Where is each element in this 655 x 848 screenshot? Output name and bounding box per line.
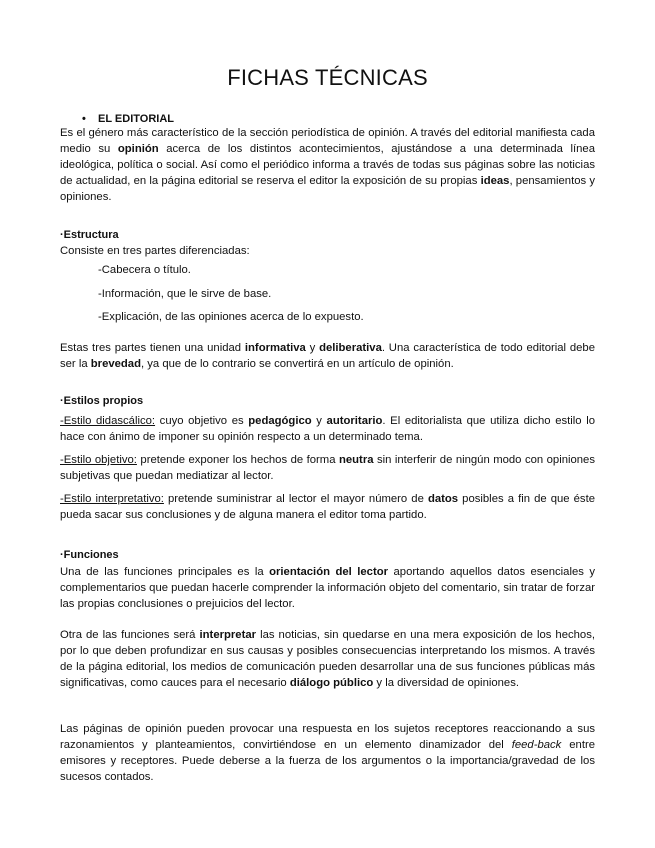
- funciones-paragraph-2: [60, 627, 595, 691]
- italic-span: feed-back: [511, 739, 562, 751]
- bullet-icon: •: [82, 113, 86, 125]
- text-span: Es el género más característico de la sección periodística de opinión. A través del editorial manifiesta cada medio su: [60, 127, 595, 155]
- text-span: Otra de las funciones será: [60, 629, 200, 641]
- text-span: entre emisores y receptores. Puede deberse a la fuerza de los argumentos o la importancia/gravedad de los sucesos contados.: [60, 739, 595, 783]
- text-span: acerca de los distintos acontecimientos, ajustándose a una determinada línea ideológica, política o social. Así como el periódico informa a través de todas sus páginas sobre las noticias de actualidad, en la página editorial se reserva el editor la exposición de su propias: [60, 143, 595, 187]
- text-span: Una de las funciones principales es la: [60, 566, 270, 578]
- underlined-label: -Estilo didascálico:: [60, 415, 156, 427]
- estilo-interpretativo: [60, 491, 595, 523]
- underlined-label: -Estilo interpretativo:: [60, 493, 164, 505]
- text-span: , pensamientos y opiniones.: [60, 175, 595, 203]
- text-span: y: [311, 415, 327, 427]
- bold-span: datos: [427, 493, 459, 505]
- bold-span: orientación del lector: [269, 566, 389, 578]
- text-span: . Una característica de todo editorial debe ser la: [60, 342, 595, 370]
- text-span: . El editorialista que utiliza dicho estilo lo hace con ánimo de imponer su opinión respecto a un determinado tema.: [60, 415, 595, 443]
- bold-span: neutra: [338, 454, 374, 466]
- page-title: FICHAS TÉCNICAS: [227, 65, 428, 90]
- estilo-didascalico: [60, 413, 595, 445]
- estilos-heading: ·Estilos propios: [60, 395, 144, 407]
- text-span: , ya que de lo contrario se convertirá en un artículo de opinión.: [141, 358, 454, 370]
- estructura-heading: ·Estructura: [60, 229, 119, 241]
- text-span: posibles a fin de que éste pueda sacar sus conclusiones y de alguna manera el editor toma partido.: [60, 493, 596, 521]
- estructura-paragraph: [60, 340, 595, 372]
- bold-span: opinión: [117, 143, 159, 155]
- bold-span: interpretar: [199, 629, 257, 641]
- bold-span: autoritario: [326, 415, 383, 427]
- funciones-paragraph-3: [60, 721, 595, 785]
- bold-span: informativa: [244, 342, 306, 354]
- estructura-intro: Consiste en tres partes diferenciadas:: [60, 245, 250, 257]
- text-span: Las páginas de opinión pueden provocar una respuesta en los sujetos receptores reaccionando a sus razonamientos y planteamientos, convirtiéndose en un elemento dinamizador del: [60, 723, 595, 751]
- text-span: aportando aquellos datos esenciales y complementarios que puedan hacerle comprender la información objeto del comentario, sin tratar de forzar las propias conclusiones o prejuicios del lector.: [60, 566, 596, 610]
- bold-span: deliberativa: [319, 342, 382, 354]
- bold-span: brevedad: [90, 358, 141, 370]
- funciones-heading: ·Funciones: [60, 549, 119, 561]
- underlined-label: -Estilo objetivo:: [60, 454, 137, 466]
- bold-span: diálogo público: [289, 677, 374, 689]
- bold-span: pedagógico: [248, 415, 312, 427]
- text-span: Estas tres partes tienen una unidad: [60, 342, 245, 354]
- estructura-item: -Explicación, de las opiniones acerca de lo expuesto.: [98, 311, 364, 323]
- editorial-paragraph: [60, 125, 595, 205]
- funciones-paragraph-1: [60, 564, 595, 612]
- estructura-item: -Información, que le sirve de base.: [98, 288, 272, 300]
- estilo-objetivo: [60, 452, 595, 484]
- text-span: las noticias, sin quedarse en una mera exposición de los hechos, por lo que deben profundizar en sus causas y posibles consecuencias interpretando los mismos. A través de la página editorial, los medios de comunicación pueden desarrollar una de sus funciones públicas más significativas, como cauces para el necesario: [60, 629, 595, 689]
- text-span: pretende suministrar al lector el mayor número de: [163, 493, 428, 505]
- text-span: y la diversidad de opiniones.: [373, 677, 519, 689]
- text-span: pretende exponer los hechos de forma: [136, 454, 339, 466]
- text-span: sin interferir de ningún modo con opiniones subjetivas que puedan mediatizar al lector.: [60, 454, 595, 482]
- text-span: cuyo objetivo es: [155, 415, 249, 427]
- estructura-item: -Cabecera o título.: [98, 264, 191, 276]
- bold-span: ideas: [480, 175, 510, 187]
- text-span: y: [305, 342, 320, 354]
- editorial-heading-text: EL EDITORIAL: [98, 113, 174, 125]
